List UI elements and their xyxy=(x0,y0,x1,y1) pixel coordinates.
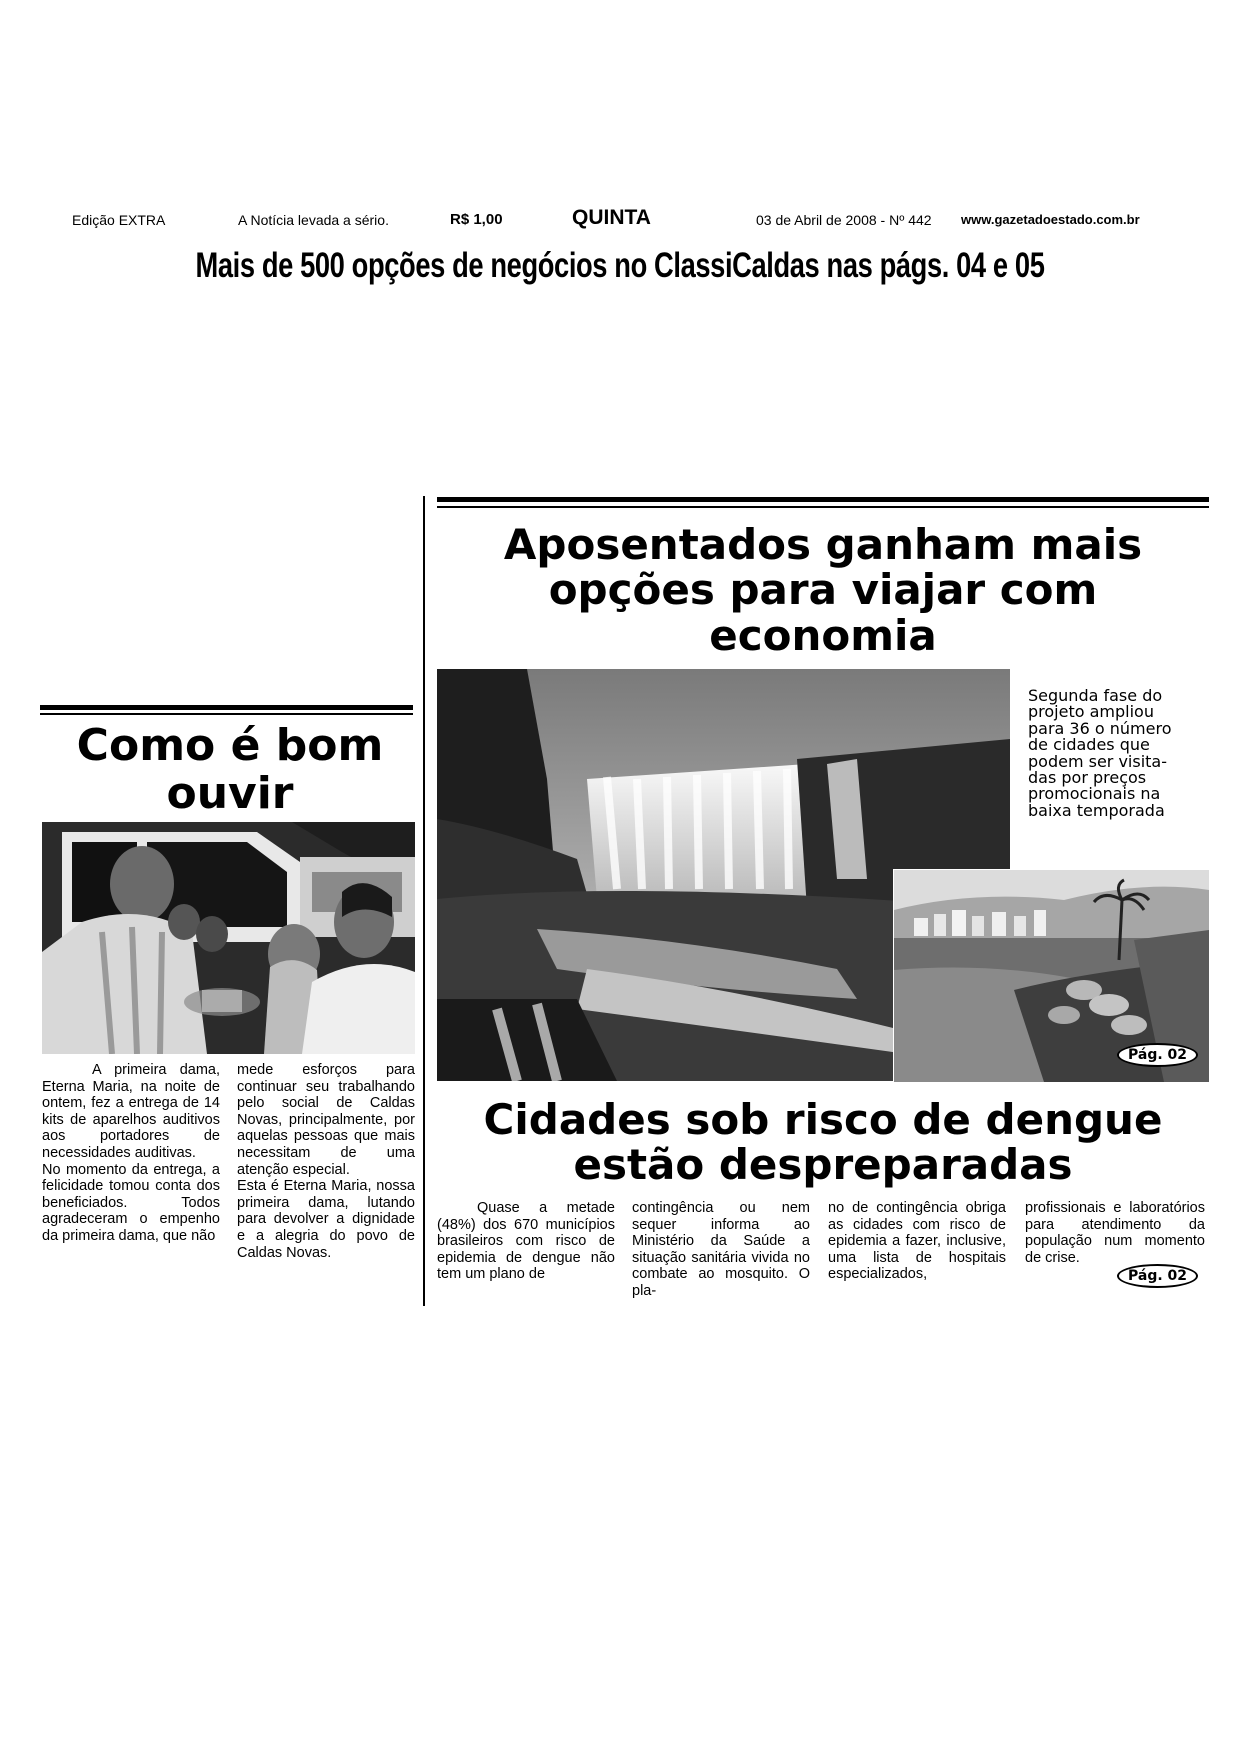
first-lady-photo-image xyxy=(42,822,415,1054)
left-story-headline: Como é bom ouvir xyxy=(76,720,384,819)
column-divider xyxy=(423,496,425,1306)
dengue-story-col2: contingência ou nem sequer informa ao Ministério da Saúde a situação sanitária vivida no combate ao mosquito. O pla- xyxy=(632,1200,810,1299)
left-story-col2: mede esforços para continuar seu trabalhando pelo social de Caldas Novas, principalmente, por aquelas pessoas que mais necessitam de uma atenção especial. Esta é Eterna Maria, nossa primeira dama, lutando para devolver a dignidade e a alegria do povo de Caldas Novas. xyxy=(237,1062,415,1261)
main-story-headline: Aposentados ganham mais opções para viajar com economia xyxy=(503,520,1143,660)
main-story-deck: Segunda fase do projeto ampliou para 36 o número de cidades que podem ser visita- das por preços promocionais na baixa temporada xyxy=(1028,686,1172,820)
dengue-story-page-ref: Pág. 02 xyxy=(1117,1264,1198,1288)
main-story-rule-thick xyxy=(437,497,1209,502)
classicaldas-banner: Mais de 500 opções de negócios no ClassiCaldas nas págs. 04 e 05 xyxy=(195,246,1045,285)
weekday: QUINTA xyxy=(572,206,651,229)
slogan: A Notícia levada a sério. xyxy=(238,212,389,228)
left-story-rule-thick xyxy=(40,705,413,710)
left-story-rule-thin xyxy=(40,713,413,715)
price: R$ 1,00 xyxy=(450,211,503,228)
first-lady-photo xyxy=(42,822,415,1054)
left-story-col1: A primeira dama, Eterna Maria, na noite de ontem, fez a entrega de 14 kits de aparelhos auditivos aos portadores de necessidades auditivas. No momento da entrega, a felicidade tomou conta dos beneficiados. Todos agradeceram o empenho da primeira dama, que não xyxy=(42,1062,220,1244)
edition-label: Edição EXTRA xyxy=(72,212,166,228)
dengue-story-col3: no de contingência obriga as cidades com risco de epidemia a fazer, inclusive, uma lista de hospitais especializados, xyxy=(828,1200,1006,1283)
dengue-story-col1: Quase a metade (48%) dos 670 municípios brasileiros com risco de epidemia de dengue não tem um plano de xyxy=(437,1200,615,1283)
dengue-story-col4: profissionais e laboratórios para atendimento da população num momento de crise. xyxy=(1025,1200,1205,1266)
main-story-page-ref: Pág. 02 xyxy=(1117,1043,1198,1067)
main-story-rule-thin xyxy=(437,506,1209,508)
website: www.gazetadoestado.com.br xyxy=(961,212,1140,227)
dengue-story-headline: Cidades sob risco de dengue estão despreparadas xyxy=(483,1095,1163,1190)
date-issue: 03 de Abril de 2008 - Nº 442 xyxy=(756,212,932,228)
